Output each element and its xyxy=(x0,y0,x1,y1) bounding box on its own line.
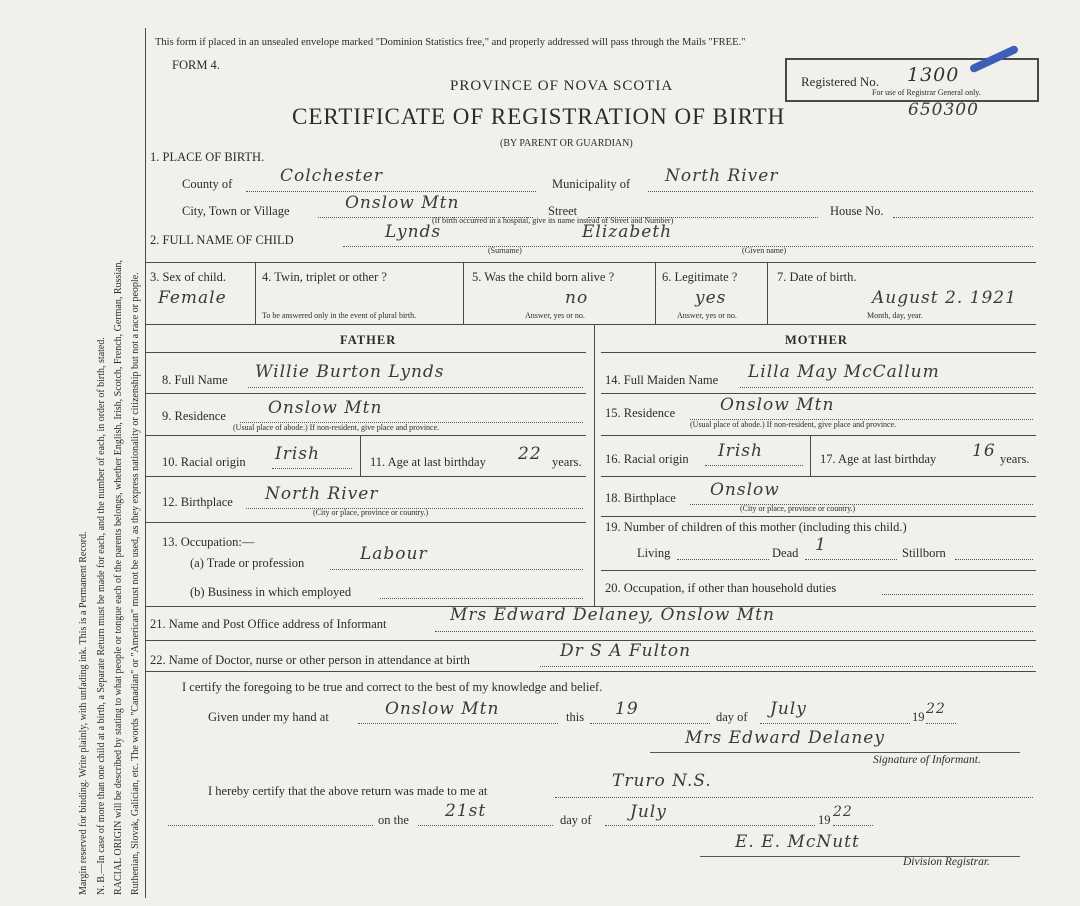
dead-value: 1 xyxy=(815,535,827,555)
informant-sig-label: Signature of Informant. xyxy=(873,754,981,766)
father-heading: FATHER xyxy=(340,333,397,347)
mother-bp-note: (City or place, province or country.) xyxy=(740,504,856,513)
father-bp: North River xyxy=(265,484,379,504)
mother-occ-label: 20. Occupation, if other than household duties xyxy=(605,581,837,595)
father-res-label: 9. Residence xyxy=(162,409,226,423)
mother-res: Onslow Mtn xyxy=(720,395,835,415)
given-month-line xyxy=(760,723,910,724)
mother-children-label: 19. Number of children of this mother (including this child.) xyxy=(605,520,907,534)
municipality-line xyxy=(648,191,1033,192)
return-year-line xyxy=(833,825,873,826)
registered-label: Registered No. xyxy=(801,74,879,89)
living-line xyxy=(677,559,769,560)
this-label: this xyxy=(566,710,585,724)
dead-label: Dead xyxy=(772,546,799,560)
alive-value: no xyxy=(565,288,589,308)
return-label: I hereby certify that the above return was made to me at xyxy=(208,784,488,798)
mother-age: 16 xyxy=(972,441,996,461)
return-place: Truro N.S. xyxy=(612,771,712,791)
dead-line xyxy=(805,559,897,560)
living-label: Living xyxy=(637,546,671,560)
father-business-line xyxy=(380,598,583,599)
mother-row5-line xyxy=(601,570,1036,571)
return-month: July xyxy=(630,802,667,822)
doctor-label: 22. Name of Doctor, nurse or other person in attendance at birth xyxy=(150,653,470,667)
father-trade-line xyxy=(330,569,583,570)
rdayof-label: day of xyxy=(560,813,592,827)
father-race-label: 10. Racial origin xyxy=(162,455,246,469)
return-year: 22 xyxy=(833,804,853,820)
county-value: Colchester xyxy=(280,166,383,186)
margin-rule xyxy=(145,28,146,898)
return-place-line xyxy=(555,797,1033,798)
father-bp-label: 12. Birthplace xyxy=(162,495,233,509)
mother-name-line xyxy=(740,387,1033,388)
margin-notes xyxy=(0,0,140,906)
given-note: (Given name) xyxy=(742,246,787,255)
return-day-line xyxy=(418,825,553,826)
street-label: Street xyxy=(548,204,578,218)
mother-row4-line xyxy=(601,516,1036,517)
dob-value: August 2. 1921 xyxy=(872,288,1017,308)
margin-note-4: Ruthenian, Slovak, Galician, etc. The words "Canadian" or "American" must not be used, as they express nationality or citizenship but not a race or people. xyxy=(130,272,141,895)
alive-note: Answer, yes or no. xyxy=(525,311,585,320)
city-value: Onslow Mtn xyxy=(345,193,460,213)
parents-divider xyxy=(594,324,595,606)
father-bp-note: (City or place, province or country.) xyxy=(313,508,429,517)
mother-bp: Onslow xyxy=(710,480,780,500)
mother-row2-line xyxy=(601,435,1036,436)
sex-label: 3. Sex of child. xyxy=(150,270,227,284)
mother-age-label: 17. Age at last birthday xyxy=(820,452,937,466)
row3-bottom xyxy=(146,324,1036,325)
registrar-signature: E. E. McNutt xyxy=(735,832,860,852)
father-row3-line xyxy=(146,476,586,477)
municipality-value: North River xyxy=(665,166,779,186)
father-res-note: (Usual place of abode.) If non-resident, give place and province. xyxy=(233,423,440,432)
return-month-line xyxy=(605,825,815,826)
surname-note: (Surname) xyxy=(488,246,522,255)
informant-line xyxy=(435,631,1033,632)
hospital-note: (If birth occurred in a hospital, give its name instead of Street and Number) xyxy=(432,216,674,225)
given-year-line xyxy=(926,723,956,724)
margin-note-1: Margin reserved for binding. Write plainly, with unfading ink. This is a Permanent Record. xyxy=(78,531,89,895)
father-trade: Labour xyxy=(360,544,428,564)
informant-label: 21. Name and Post Office address of Informant xyxy=(150,617,387,631)
doctor-value: Dr S A Fulton xyxy=(560,641,692,661)
father-name: Willie Burton Lynds xyxy=(255,362,445,382)
stillborn-label: Stillborn xyxy=(902,546,946,560)
father-years: years. xyxy=(552,455,582,469)
mother-res-label: 15. Residence xyxy=(605,406,676,420)
county-line xyxy=(246,191,536,192)
twin-label: 4. Twin, triplet or other ? xyxy=(262,270,387,284)
father-race: Irish xyxy=(275,444,320,464)
father-row1-line xyxy=(146,393,586,394)
father-occ-label: 13. Occupation:— xyxy=(162,535,255,549)
legit-value: yes xyxy=(695,288,727,308)
dayof-label: day of xyxy=(716,710,748,724)
mother-row1-line xyxy=(601,393,1036,394)
stillborn-line xyxy=(955,559,1033,560)
given-year: 22 xyxy=(926,701,946,717)
form-number: FORM 4. xyxy=(172,58,220,72)
father-row4-line xyxy=(146,522,586,523)
father-head-line xyxy=(146,352,586,353)
registered-box xyxy=(785,58,1039,102)
given-place-line xyxy=(358,723,558,724)
father-name-label: 8. Full Name xyxy=(162,373,228,387)
mother-name-label: 14. Full Maiden Name xyxy=(605,373,719,387)
doctor-line xyxy=(540,666,1033,667)
registrar-label: Division Registrar. xyxy=(903,856,990,868)
child-name-line xyxy=(343,246,1033,247)
row3-div3 xyxy=(655,262,656,324)
registry-stamp: 650300 xyxy=(908,100,979,120)
child-surname: Lynds xyxy=(385,222,442,242)
given-place: Onslow Mtn xyxy=(385,699,500,719)
row3-top xyxy=(146,262,1036,263)
row3-div4 xyxy=(767,262,768,324)
informant-value: Mrs Edward Delaney, Onslow Mtn xyxy=(450,605,775,625)
mother-age-div xyxy=(810,436,811,476)
return-day: 21st xyxy=(445,801,487,821)
father-res: Onslow Mtn xyxy=(268,398,383,418)
father-age-div xyxy=(360,436,361,476)
row3-div2 xyxy=(463,262,464,324)
given-label: Given under my hand at xyxy=(208,710,329,724)
given-day: 19 xyxy=(615,699,639,719)
dob-note: Month, day, year. xyxy=(867,311,923,320)
house-line xyxy=(893,217,1033,218)
dob-label: 7. Date of birth. xyxy=(777,270,857,284)
child-given-name: Elizabeth xyxy=(582,222,673,242)
mother-years: years. xyxy=(1000,452,1030,466)
mother-res-note: (Usual place of abode.) If non-resident, give place and province. xyxy=(690,420,897,429)
father-age: 22 xyxy=(518,444,542,464)
county-label: County of xyxy=(182,177,233,191)
certificate-title: CERTIFICATE OF REGISTRATION OF BIRTH xyxy=(292,104,786,129)
on-the-label: on the xyxy=(378,813,409,827)
father-age-label: 11. Age at last birthday xyxy=(370,455,486,469)
mother-race-line xyxy=(705,465,803,466)
return-year-prefix: 19 xyxy=(818,813,831,827)
house-label: House No. xyxy=(830,204,884,218)
mother-name: Lilla May McCallum xyxy=(748,362,940,382)
place-heading: 1. PLACE OF BIRTH. xyxy=(150,150,265,164)
father-race-line xyxy=(272,468,352,469)
mother-occ-line xyxy=(882,594,1033,595)
mother-row3-line xyxy=(601,476,1036,477)
mother-bp-label: 18. Birthplace xyxy=(605,491,676,505)
given-year-prefix: 19 xyxy=(912,710,925,724)
margin-note-3: RACIAL ORIGIN will be described by stating to what people or tongue each of the parents belongs, whether English, Irish, Scotch, French, German, Russian, xyxy=(113,259,124,895)
given-month: July xyxy=(770,699,807,719)
cert-statement: I certify the foregoing to be true and correct to the best of my knowledge and belief. xyxy=(182,680,603,694)
city-label: City, Town or Village xyxy=(182,204,290,218)
mother-heading: MOTHER xyxy=(785,333,848,347)
row3-div1 xyxy=(255,262,256,324)
doctor-rule xyxy=(146,671,1036,672)
legit-note: Answer, yes or no. xyxy=(677,311,737,320)
given-day-line xyxy=(590,723,710,724)
informant-sig-line xyxy=(650,752,1020,753)
mother-race: Irish xyxy=(718,441,763,461)
alive-label: 5. Was the child born alive ? xyxy=(472,270,615,284)
province-heading: PROVINCE OF NOVA SCOTIA xyxy=(450,78,674,94)
mail-notice: This form if placed in an unsealed envelope marked "Dominion Statistics free," and properly addressed will pass through the Mails "FREE." xyxy=(155,37,746,48)
municipality-label: Municipality of xyxy=(552,177,631,191)
informant-signature: Mrs Edward Delaney xyxy=(685,728,885,748)
sex-value: Female xyxy=(158,288,227,308)
father-business-label: (b) Business in which employed xyxy=(190,585,352,599)
certificate-subtitle: (BY PARENT OR GUARDIAN) xyxy=(500,138,633,149)
mother-race-label: 16. Racial origin xyxy=(605,452,689,466)
child-name-label: 2. FULL NAME OF CHILD xyxy=(150,233,294,247)
mother-head-line xyxy=(601,352,1036,353)
father-row2-line xyxy=(146,435,586,436)
twin-note: To be answered only in the event of plural birth. xyxy=(262,311,417,320)
margin-note-2: N. B.—In case of more than one child at a birth, a Separate Return must be made for each, and the number of each, in order of birth, stated. xyxy=(96,337,107,895)
legit-label: 6. Legitimate ? xyxy=(662,270,738,284)
father-trade-label: (a) Trade or profession xyxy=(190,556,305,570)
registered-number: 1300 xyxy=(907,64,960,86)
father-name-line xyxy=(248,387,583,388)
return-lead-line xyxy=(168,825,373,826)
registered-note: For use of Registrar General only. xyxy=(872,88,981,97)
